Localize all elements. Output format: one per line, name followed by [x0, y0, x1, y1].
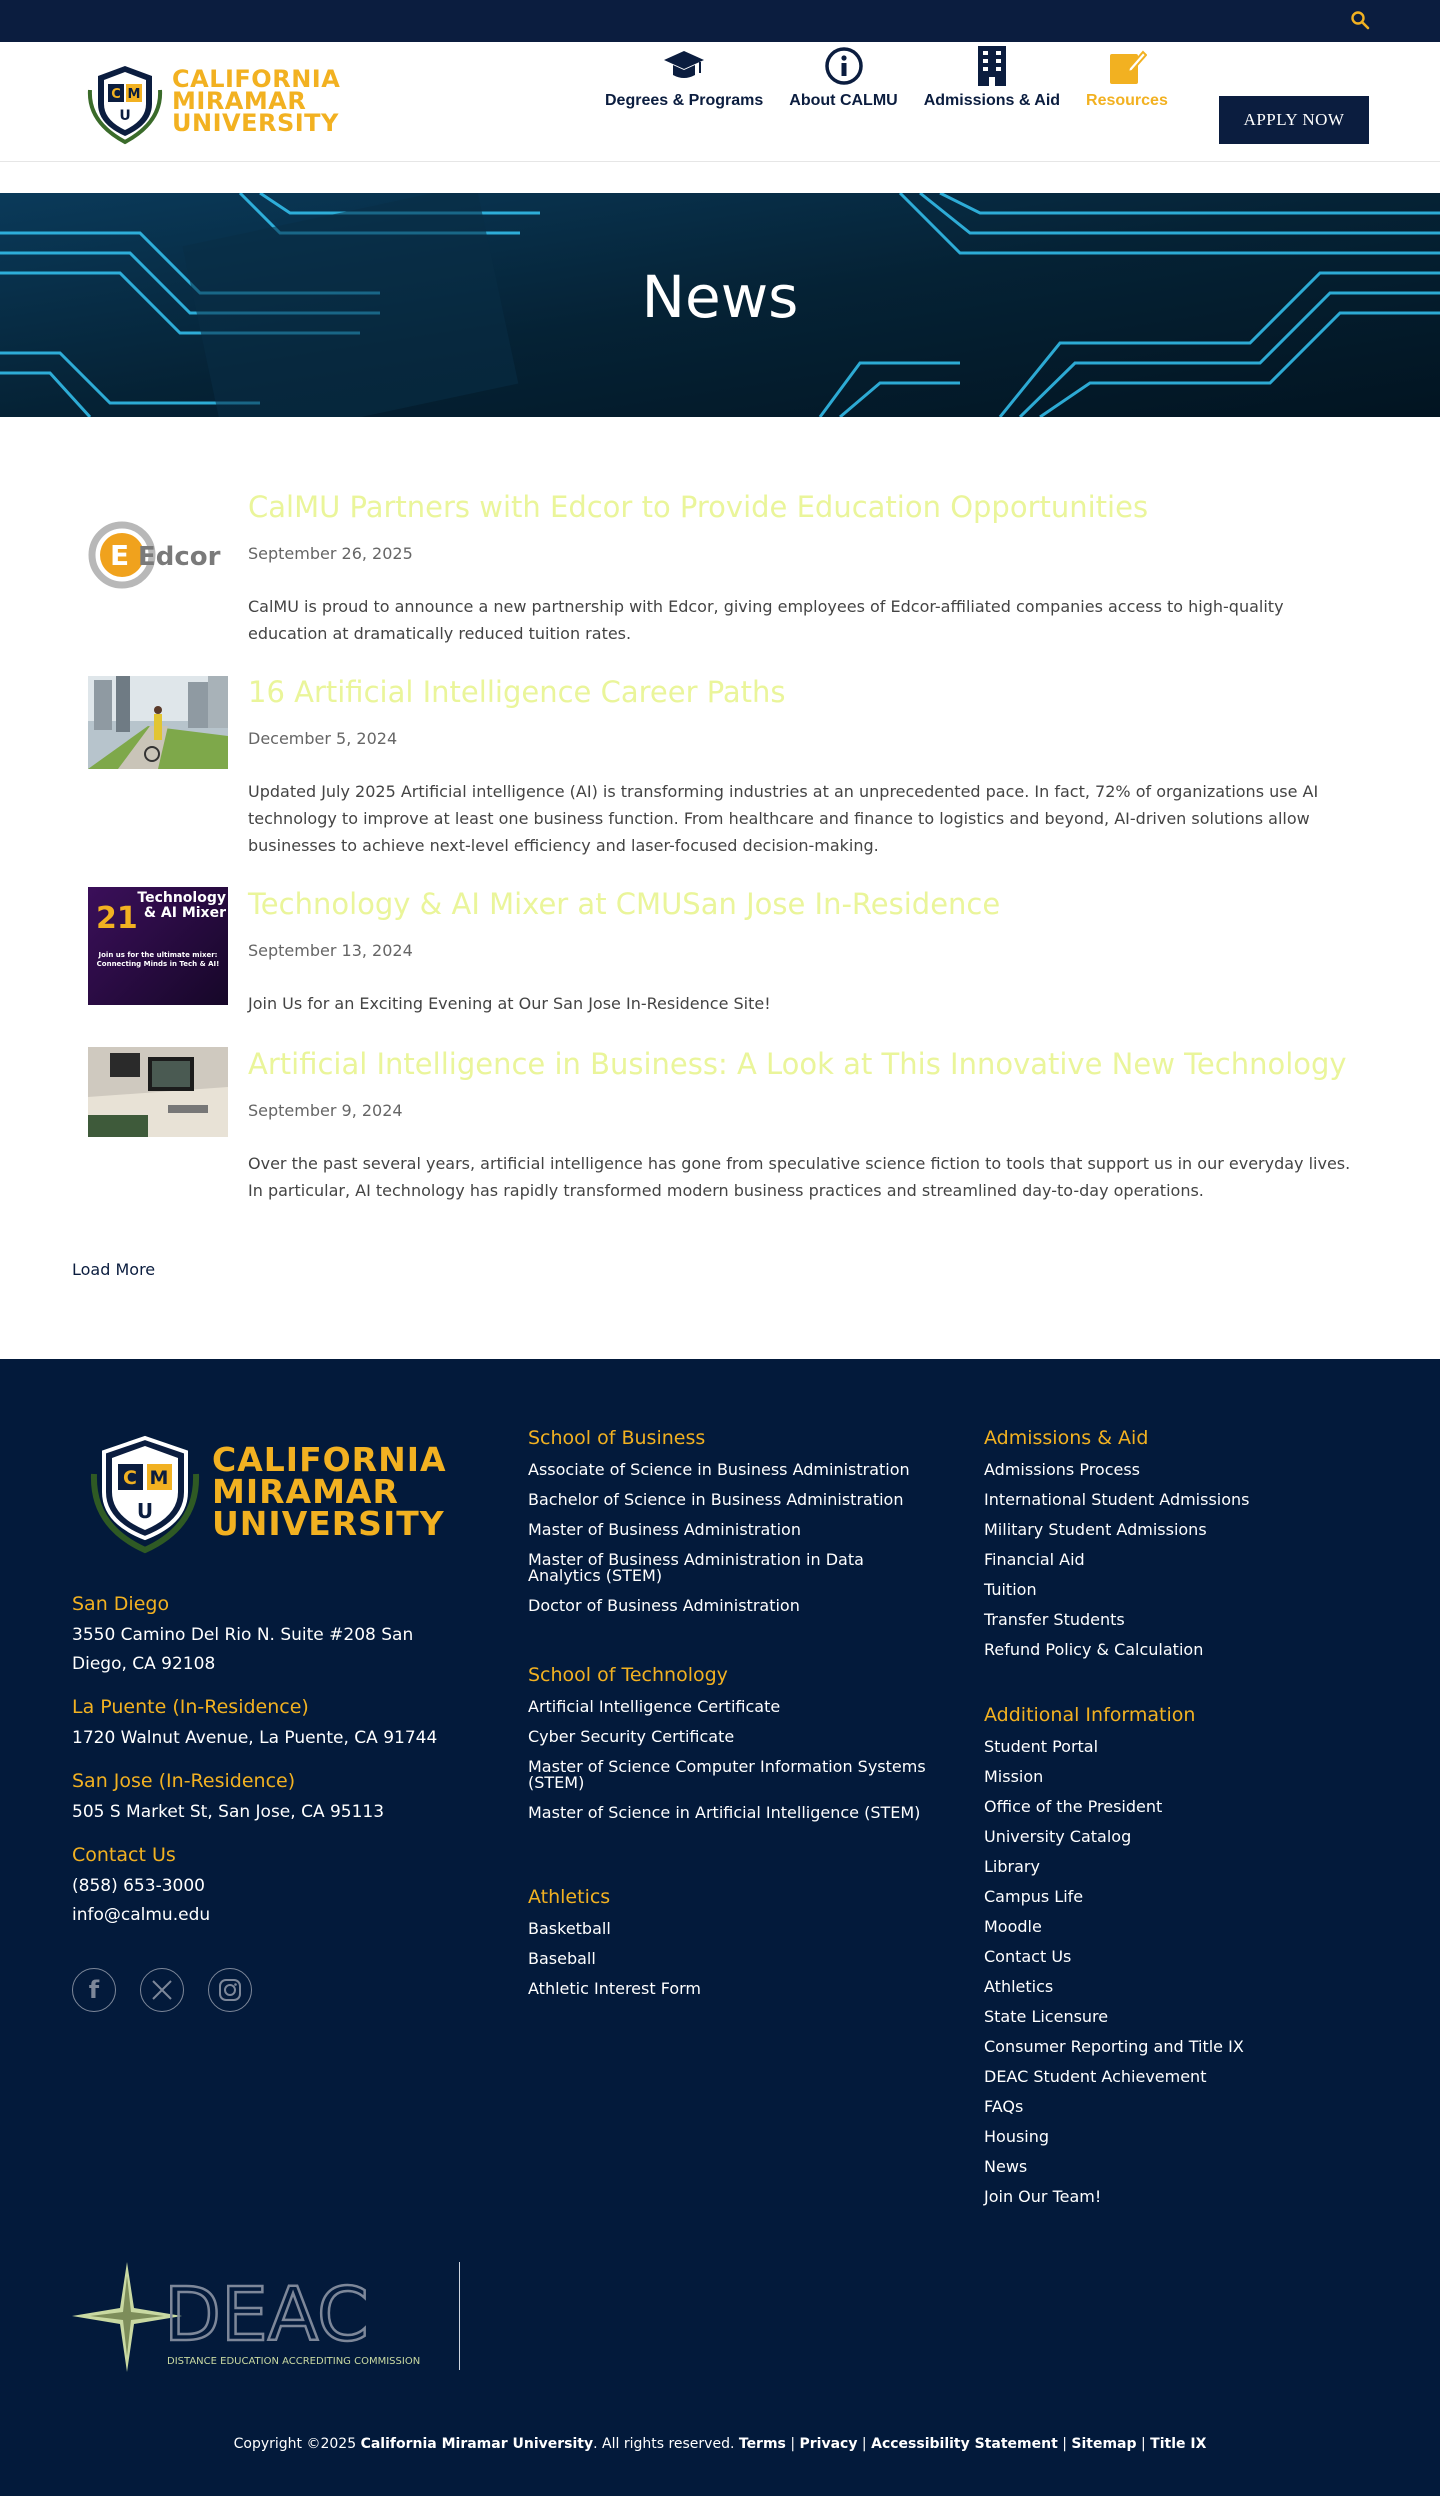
footer-link[interactable]: Office of the President	[984, 1797, 1163, 1816]
footer-link[interactable]: Master of Business Administration in Data Analytics (STEM)	[528, 1550, 864, 1585]
instagram-icon	[218, 1978, 242, 2002]
footer-logo[interactable]	[80, 1434, 450, 1554]
footer-link[interactable]: Athletics	[984, 1977, 1054, 1996]
contact-heading: Contact Us	[72, 1844, 176, 1866]
article-excerpt: CalMU is proud to announce a new partnership with Edcor, giving employees of Edcor-affiliated companies access to high-quality education at dramatically reduced tuition rates.	[248, 597, 1284, 643]
footer-link[interactable]: Artificial Intelligence Certificate	[528, 1697, 781, 1716]
footer-link[interactable]: Contact Us	[984, 1947, 1072, 1966]
footer-link[interactable]: News	[984, 2157, 1028, 2176]
page-title: News	[641, 263, 799, 331]
footer-link[interactable]: Consumer Reporting and Title IX	[984, 2037, 1244, 2056]
footer-link[interactable]: Master of Science Computer Information Systems (STEM)	[528, 1757, 926, 1792]
news-article	[88, 417, 1358, 1217]
deac-accreditation-logo[interactable]	[72, 2262, 422, 2372]
article-title[interactable]: 16 Artificial Intelligence Career Paths	[248, 675, 786, 709]
nav-label: About CALMU	[789, 92, 898, 109]
footer-link[interactable]: Student Portal	[984, 1737, 1099, 1756]
university-logo[interactable]	[80, 60, 350, 146]
svg-text:C: C	[111, 87, 121, 102]
building-icon	[970, 44, 1014, 88]
deac-star-icon	[72, 2262, 422, 2372]
hero-banner	[0, 193, 1440, 417]
main-nav	[605, 42, 1194, 162]
footer-link[interactable]: University Catalog	[984, 1827, 1132, 1846]
logo-line-3: UNIVERSITY	[172, 109, 339, 137]
footer-crest-icon	[80, 1434, 210, 1554]
nav-label: Degrees & Programs	[605, 92, 764, 109]
article-thumbnail[interactable]	[88, 1047, 228, 1137]
location-address: 505 S Market St, San Jose, CA 95113	[72, 1802, 385, 1822]
footer-link[interactable]: Basketball	[528, 1919, 611, 1938]
apply-now-button[interactable]: APPLY NOW	[1219, 96, 1369, 144]
footer-link[interactable]: Associate of Science in Business Administration	[528, 1460, 910, 1479]
deac-fullname: DISTANCE EDUCATION ACCREDITING COMMISSION	[167, 2356, 421, 2367]
admissions-links	[984, 1455, 1250, 1665]
contact-phone[interactable]: (858) 653-3000	[72, 1876, 205, 1896]
nav-label: Resources	[1086, 92, 1168, 109]
privacy-link[interactable]: Privacy	[799, 2436, 858, 2452]
news-list	[0, 417, 1440, 1359]
copyright-suffix: . All rights reserved.	[593, 2436, 735, 2452]
article-date: September 13, 2024	[248, 941, 413, 960]
crest-icon	[80, 60, 170, 146]
svg-text:C: C	[123, 1467, 137, 1489]
athletics-links	[528, 1914, 701, 2004]
facebook-icon: f	[88, 1976, 100, 2004]
footer-logo-wordmark	[212, 1440, 447, 1543]
info-circle-icon	[822, 44, 866, 88]
x-twitter-icon	[151, 1979, 173, 2001]
footer-link[interactable]: Baseball	[528, 1949, 596, 1968]
flyer-subheading: Join us for the ultimate mixer: Connecting Minds in Tech & AI!	[96, 951, 220, 968]
footer-link[interactable]: DEAC Student Achievement	[984, 2067, 1207, 2086]
terms-link[interactable]: Terms	[738, 2436, 786, 2452]
school-business-heading: School of Business	[528, 1427, 706, 1449]
footer-link[interactable]: Housing	[984, 2127, 1050, 2146]
nav-about-calmu[interactable]	[789, 42, 897, 162]
footer-link[interactable]: Moodle	[984, 1917, 1042, 1936]
svg-text:U: U	[119, 108, 131, 124]
svg-text:E: E	[110, 539, 130, 572]
footer-link[interactable]: Refund Policy & Calculation	[984, 1640, 1204, 1659]
accessibility-link[interactable]: Accessibility Statement	[871, 2436, 1058, 2452]
footer-link[interactable]: Cyber Security Certificate	[528, 1727, 735, 1746]
article-date: September 26, 2025	[248, 544, 413, 563]
footer-link[interactable]: FAQs	[984, 2097, 1024, 2116]
copyright-name[interactable]: California Miramar University	[360, 2436, 594, 2452]
instagram-link[interactable]	[208, 1968, 252, 2012]
footer-link[interactable]: Join Our Team!	[984, 2187, 1102, 2206]
footer-logo-line-3: UNIVERSITY	[212, 1504, 445, 1543]
footer-link[interactable]: Bachelor of Science in Business Administration	[528, 1490, 904, 1509]
site-footer	[0, 1359, 1440, 2496]
footer-link[interactable]: Library	[984, 1857, 1040, 1876]
article-title[interactable]: CalMU Partners with Edcor to Provide Education Opportunities	[248, 490, 1149, 524]
location-heading: San Jose (In-Residence)	[72, 1770, 296, 1792]
footer-logo-line-2: MIRAMAR	[212, 1472, 399, 1511]
nav-label: Admissions & Aid	[923, 92, 1061, 109]
copyright-prefix: Copyright ©2025	[233, 2436, 357, 2452]
footer-logo-line-1: CALIFORNIA	[212, 1440, 447, 1479]
additional-info-links	[984, 1732, 1244, 2212]
footer-link[interactable]: Tuition	[984, 1580, 1037, 1599]
footer-link[interactable]: Master of Business Administration	[528, 1520, 801, 1539]
article-title[interactable]: Artificial Intelligence in Business: A Look at This Innovative New Technology	[248, 1047, 1347, 1081]
location-heading: La Puente (In-Residence)	[72, 1696, 309, 1718]
svg-text:M: M	[127, 87, 141, 102]
graduation-cap-icon	[662, 44, 706, 88]
site-header	[0, 42, 1440, 162]
footer-link[interactable]: Athletic Interest Form	[528, 1979, 702, 1998]
article-date: September 9, 2024	[248, 1101, 403, 1120]
school-business-links	[528, 1455, 928, 1621]
footer-link[interactable]: Mission	[984, 1767, 1044, 1786]
edcor-wordmark: Edcor	[138, 542, 221, 572]
title-ix-link[interactable]: Title IX	[1150, 2436, 1207, 2452]
logo-line-2: MIRAMAR	[172, 87, 307, 115]
logo-wordmark	[172, 65, 341, 137]
article-date: December 5, 2024	[248, 729, 398, 748]
nav-resources[interactable]	[1086, 42, 1168, 162]
load-more-button[interactable]: Load More	[72, 1260, 156, 1279]
article-title[interactable]: Technology & AI Mixer at CMUSan Jose In-Residence	[248, 887, 1001, 921]
logo-line-1: CALIFORNIA	[172, 65, 341, 93]
footer-link[interactable]: Doctor of Business Administration	[528, 1596, 800, 1615]
sitemap-link[interactable]: Sitemap	[1071, 2436, 1137, 2452]
svg-text:U: U	[136, 1499, 154, 1523]
footer-link[interactable]: Master of Science in Artificial Intelligence (STEM)	[528, 1803, 921, 1822]
location-address: 3550 Camino Del Rio N. Suite #208 San Diego, CA 92108	[72, 1625, 414, 1674]
footer-link[interactable]: Campus Life	[984, 1887, 1084, 1906]
location-heading: San Diego	[72, 1593, 170, 1615]
nav-degrees-programs[interactable]	[605, 42, 763, 162]
footer-link[interactable]: Financial Aid	[984, 1550, 1085, 1569]
copyright-bar: Copyright ©2025 California Miramar University. All rights reserved. Terms | Privacy | Accessibility Statement | Sitemap | Title IX	[233, 2436, 1207, 2452]
deac-wordmark: DEAC	[164, 2272, 369, 2358]
flyer-heading: Technology & AI Mixer	[137, 890, 226, 921]
footer-link[interactable]: Transfer Students	[984, 1610, 1125, 1629]
article-excerpt: Updated July 2025 Artificial intelligence (AI) is transforming industries at an unprecedented pace. In fact, 72% of organizations use AI technology to improve at least one business function. From healthcare and finance to logistics and beyond, AI-driven solutions allow businesses to achieve next-level efficiency and laser-focused decision-making.	[248, 782, 1319, 855]
deac-divider	[459, 2262, 460, 2370]
admissions-heading: Admissions & Aid	[984, 1427, 1149, 1449]
contact-email[interactable]: info@calmu.edu	[72, 1905, 211, 1925]
school-technology-links	[528, 1692, 928, 1828]
athletics-heading: Athletics	[528, 1886, 611, 1908]
nav-admissions-aid[interactable]	[924, 42, 1060, 162]
location-address: 1720 Walnut Avenue, La Puente, CA 91744	[72, 1728, 438, 1748]
facebook-link[interactable]	[72, 1968, 116, 2012]
article-excerpt: Over the past several years, artificial intelligence has gone from speculative science fiction to tools that support us in our everyday lives. In particular, AI technology has rapidly transformed modern business practices and streamlined day-to-day operations.	[248, 1154, 1351, 1200]
top-bar	[0, 0, 1440, 42]
edit-note-icon	[1105, 44, 1149, 88]
footer-link[interactable]: Military Student Admissions	[984, 1520, 1207, 1539]
svg-text:M: M	[149, 1467, 169, 1489]
flyer-day: 21	[96, 901, 138, 936]
article-excerpt: Join Us for an Exciting Evening at Our San Jose In-Residence Site!	[248, 994, 771, 1013]
footer-link[interactable]: State Licensure	[984, 2007, 1109, 2026]
school-technology-heading: School of Technology	[528, 1664, 728, 1686]
footer-link[interactable]: Admissions Process	[984, 1460, 1141, 1479]
footer-link[interactable]: International Student Admissions	[984, 1490, 1250, 1509]
search-icon[interactable]	[1350, 10, 1370, 30]
workstation-image	[88, 1047, 228, 1137]
additional-info-heading: Additional Information	[984, 1704, 1196, 1726]
x-twitter-link[interactable]	[140, 1968, 184, 2012]
